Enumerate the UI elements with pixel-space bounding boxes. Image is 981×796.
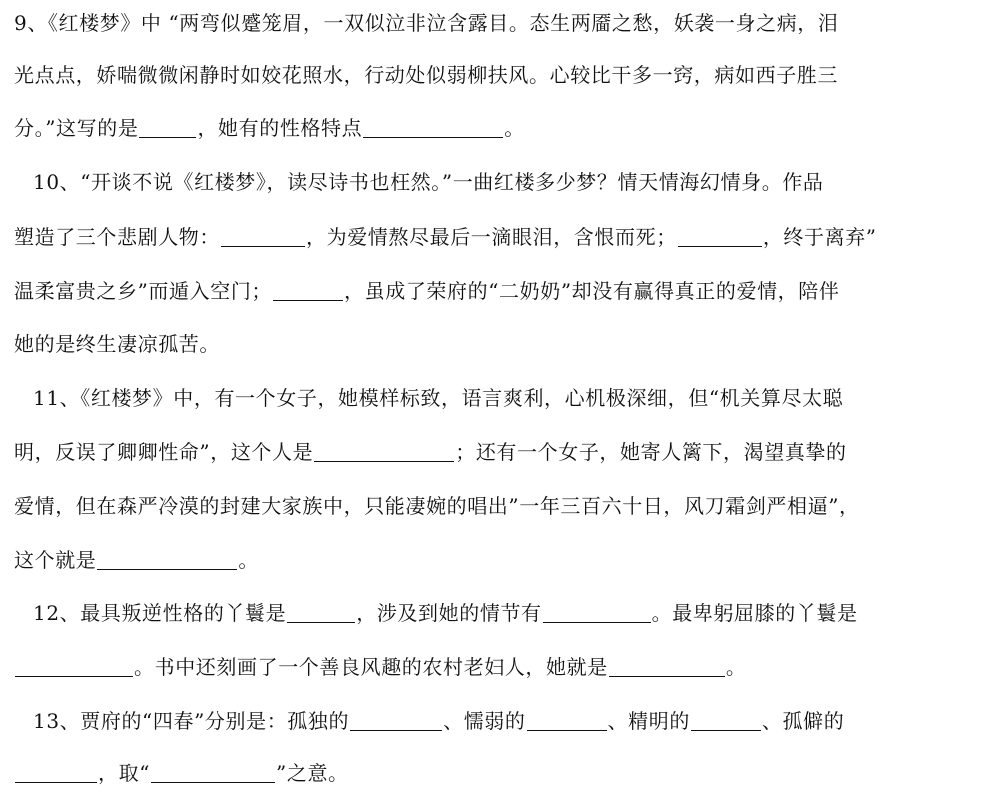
q12-answer-blank-3[interactable] — [15, 651, 133, 677]
q12-text-2b: 。 — [725, 655, 747, 679]
q10-line-3 — [14, 271, 839, 311]
q12-answer-blank-2[interactable] — [543, 597, 651, 623]
q11-text-4b: 。 — [238, 548, 260, 572]
q11-text-2a: 明，反误了卿卿性命”，这个人是 — [14, 440, 314, 464]
q12-line-1 — [33, 593, 858, 633]
q10-text-4: 她的是终生凄凉孤苦。 — [14, 332, 220, 356]
q13-text-1a: 13、贾府的“四春”分别是：孤独的 — [33, 709, 350, 733]
q13-line-2 — [14, 753, 349, 793]
q9-text-3b: ，她有的性格特点 — [197, 116, 363, 140]
q11-line-3 — [14, 486, 860, 526]
q10-answer-blank-2[interactable] — [678, 221, 762, 247]
q13-answer-blank-4[interactable] — [15, 757, 97, 783]
q10-text-2c: ，终于离弃” — [762, 225, 877, 249]
q13-line-1 — [33, 701, 844, 741]
q13-answer-blank-2[interactable] — [527, 705, 607, 731]
q11-text-3: 爱情，但在森严冷漠的封建大家族中，只能凄婉的唱出”一年三百六十日，风刀霜剑严相逼”， — [14, 494, 860, 518]
q9-line-1 — [14, 3, 839, 43]
q13-text-2b: ”之意。 — [276, 761, 349, 785]
q10-line-2 — [14, 217, 877, 257]
q9-text-1: 9、《红楼梦》中 “两弯似蹙笼眉，一双似泣非泣含露目。态生两靥之愁，妖袭一身之病，泪 — [14, 11, 839, 35]
q10-answer-blank-3[interactable] — [273, 275, 343, 301]
q11-line-1 — [33, 378, 843, 418]
q9-text-3c: 。 — [504, 116, 525, 140]
q13-answer-blank-1[interactable] — [350, 705, 442, 731]
q11-line-4 — [14, 540, 259, 580]
q10-answer-blank-1[interactable] — [221, 221, 305, 247]
q11-text-4a: 这个就是 — [14, 548, 97, 572]
q13-text-1c: 、精明的 — [607, 709, 690, 733]
q12-text-1c: 。最卑躬屈膝的丫鬟是 — [651, 601, 858, 625]
q10-text-1: 10、“开谈不说《红楼梦》，读尽诗书也枉然。”一曲红楼多少梦？情天情海幻情身。作品 — [33, 170, 824, 194]
q9-answer-blank-2[interactable] — [363, 112, 503, 138]
q12-text-2a: 。书中还刻画了一个善良风趣的农村老妇人，她就是 — [134, 655, 608, 679]
q12-answer-blank-1[interactable] — [287, 597, 355, 623]
q10-text-3a: 温柔富贵之乡”而遁入空门； — [14, 279, 273, 303]
q11-text-2b: ；还有一个女子，她寄人篱下，渴望真挚的 — [455, 440, 847, 464]
q12-text-1a: 12、最具叛逆性格的丫鬟是 — [33, 601, 287, 625]
q9-answer-blank-1[interactable] — [139, 112, 196, 138]
q11-answer-blank-2[interactable] — [97, 544, 237, 570]
q12-line-2 — [14, 647, 746, 687]
q13-text-1b: 、懦弱的 — [443, 709, 526, 733]
q12-text-1b: ，涉及到她的情节有 — [356, 601, 542, 625]
q9-text-3a: 分。”这写的是 — [14, 116, 139, 140]
q9-line-2 — [14, 55, 838, 95]
q9-text-2: 光点点，娇喘微微闲静时如姣花照水，行动处似弱柳扶风。心较比干多一窍，病如西子胜三 — [14, 63, 838, 87]
q9-line-3 — [14, 108, 525, 148]
q10-text-2a: 塑造了三个悲剧人物： — [14, 225, 220, 249]
q10-line-1 — [33, 162, 824, 202]
q11-text-1: 11、《红楼梦》中，有一个女子，她模样标致，语言爽利，心机极深细，但“机关算尽太聪 — [33, 386, 844, 410]
q10-line-4 — [14, 324, 220, 364]
q10-text-2b: ，为爱情熬尽最后一滴眼泪，含恨而死； — [306, 225, 677, 249]
q13-text-2a: ，取“ — [98, 761, 151, 785]
q11-line-2 — [14, 432, 847, 472]
q13-answer-blank-3[interactable] — [691, 705, 761, 731]
q11-answer-blank-1[interactable] — [314, 436, 454, 462]
q10-text-3b: ，虽成了荣府的“二奶奶”却没有赢得真正的爱情，陪伴 — [344, 279, 840, 303]
q12-answer-blank-4[interactable] — [609, 651, 725, 677]
q13-answer-blank-5[interactable] — [151, 757, 275, 783]
q13-text-1d: 、孤僻的 — [761, 709, 845, 733]
